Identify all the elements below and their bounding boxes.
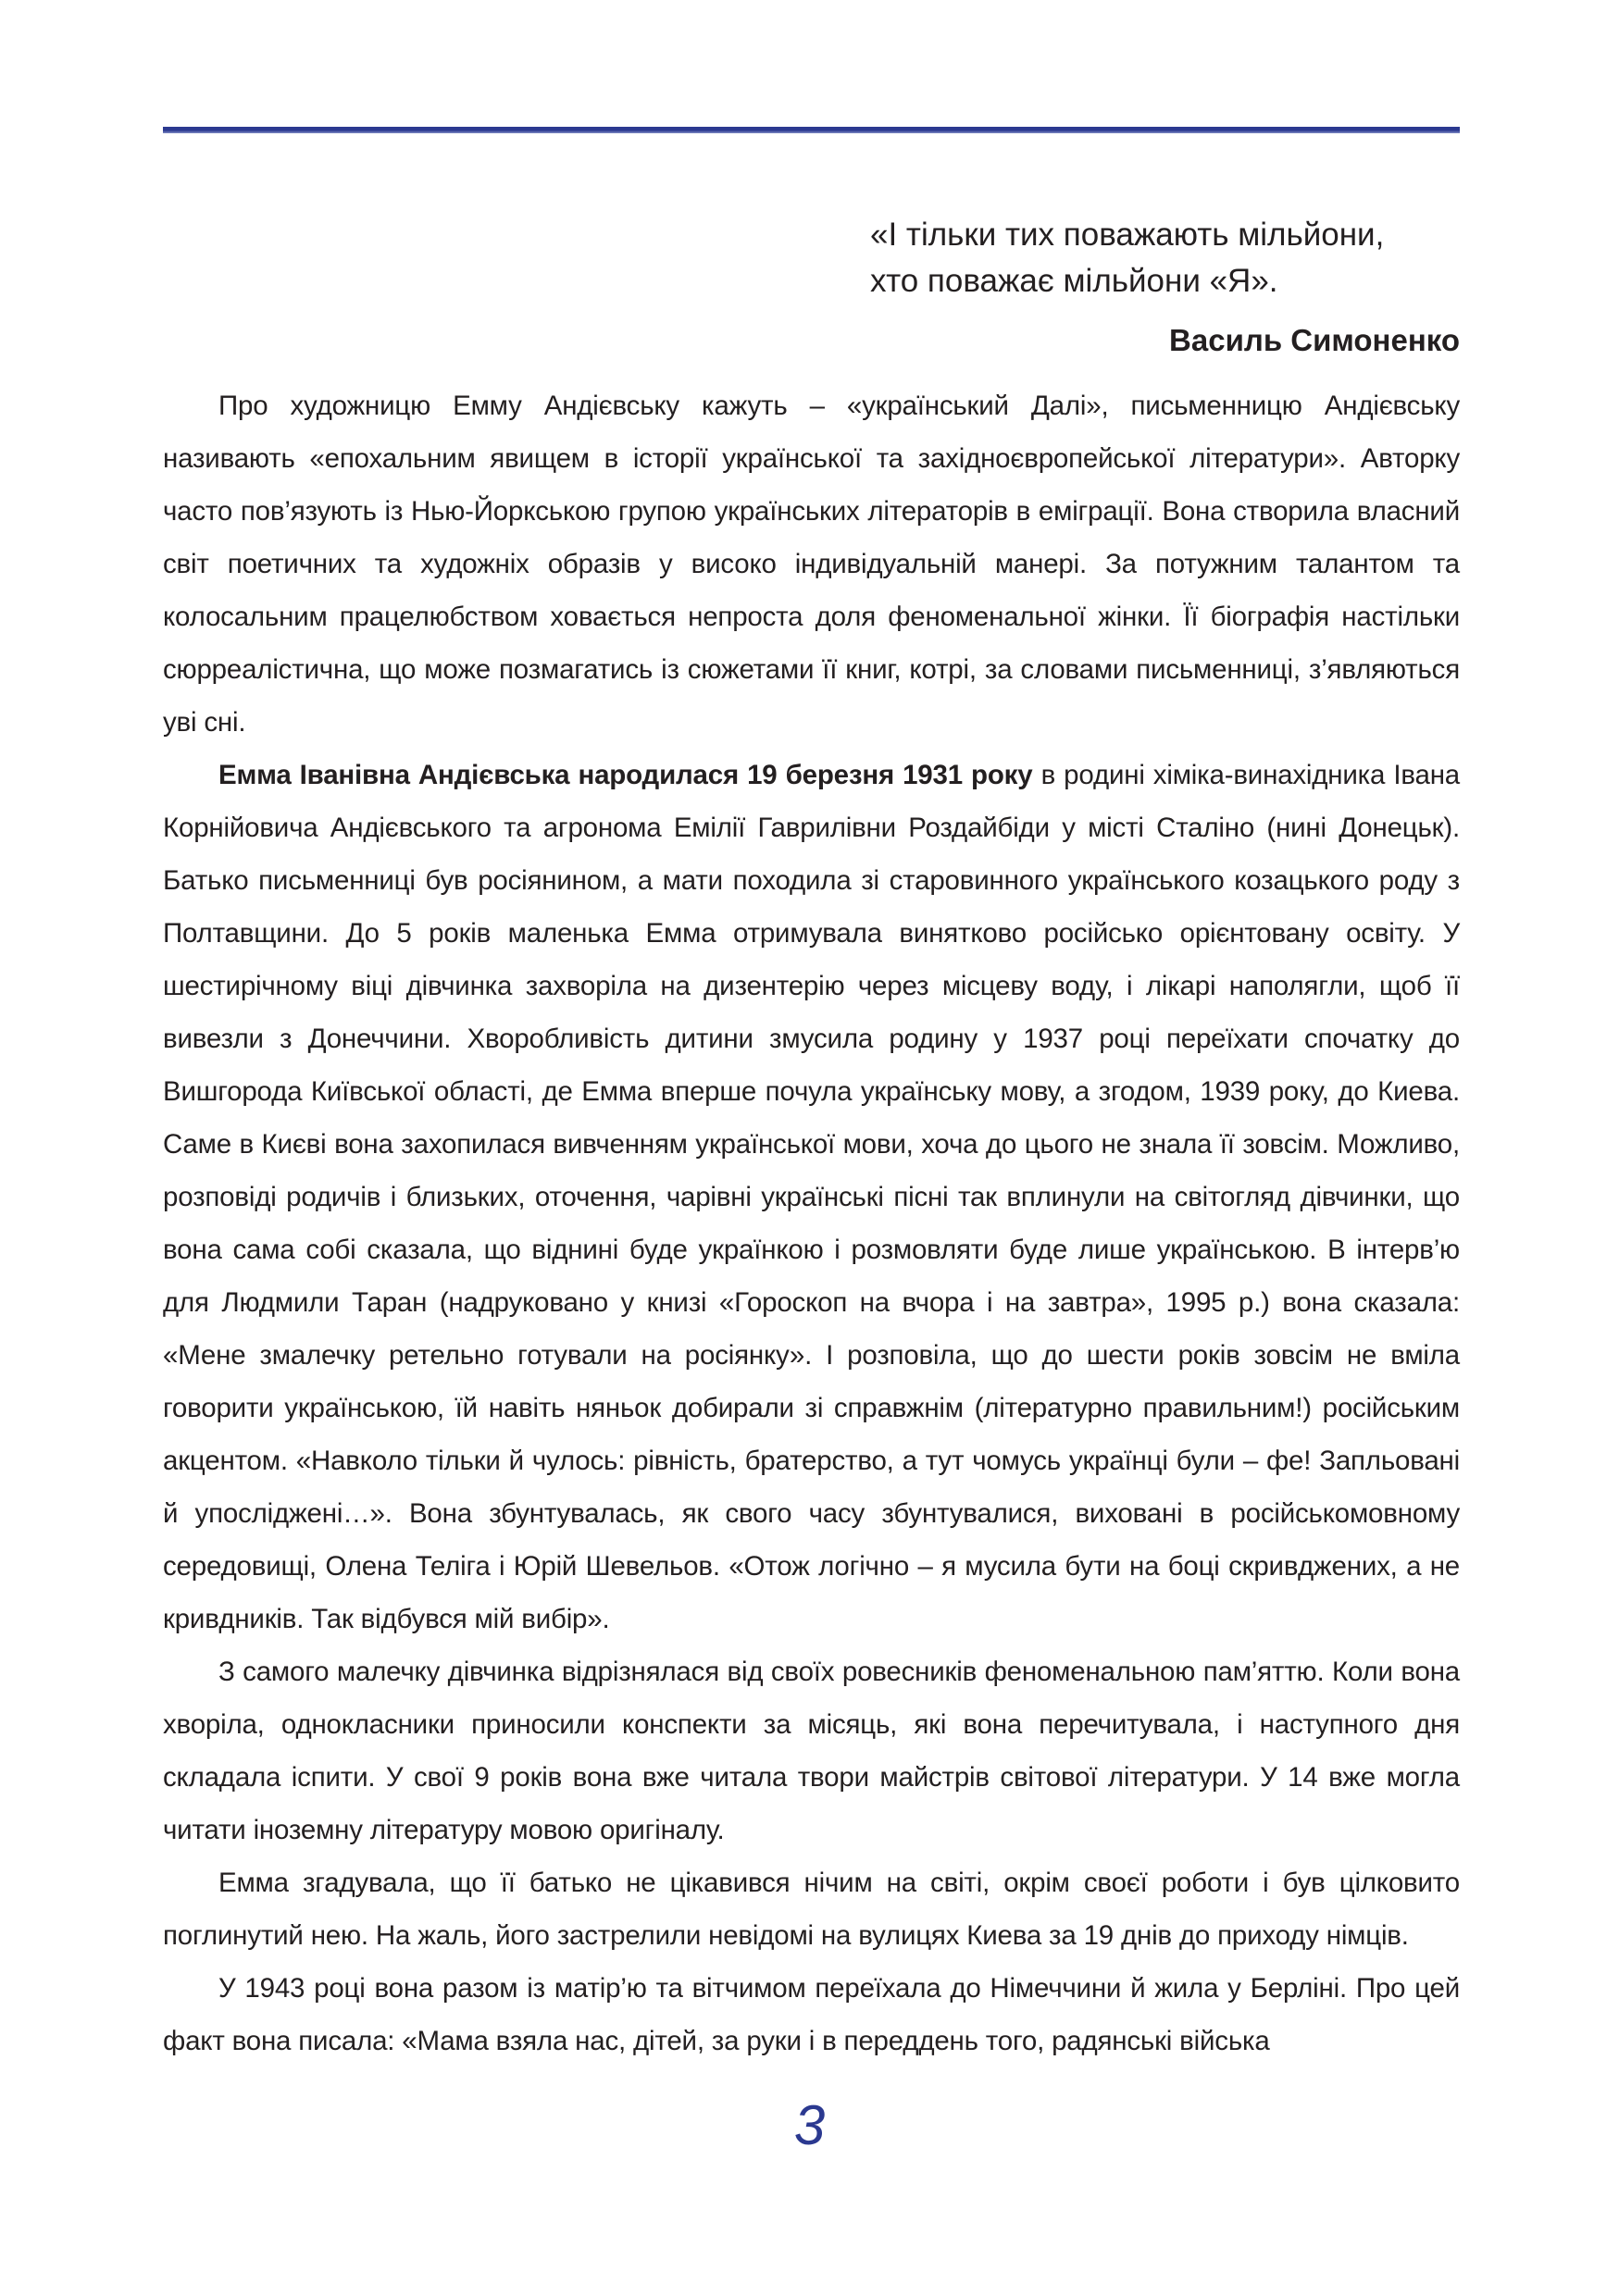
paragraph-text: Про художницю Емму Андієвську кажуть – «український Далі», письменницю Андієвську називають «епохальним явищем в історії української та західноєвропейської літератури». Авторку часто пов’язують із Нью-Йоркською групою українських літераторів в еміграції. Вона створила власний світ поетичних та художніх образів у високо індивідуальній манері. За потужним талантом та колосальним працелюбством ховається непроста доля феноменальної жінки. Її біографія настільки сюрреалістична, що може позмагатись із сюжетами її книг, котрі, за словами письменниці, з’являються уві сні. xyxy=(163,391,1460,738)
body-text xyxy=(163,379,1460,2067)
paragraph xyxy=(163,379,1460,749)
paragraph xyxy=(163,749,1460,1645)
paragraph-text: З самого малечку дівчинка відрізнялася від своїх ровесників феноменальною пам’яттю. Коли вона хворіла, однокласники приносили конспекти за місяць, які вона перечитувала, і наступного дня складала іспити. У свої 9 років вона вже читала твори майстрів світової літератури. У 14 вже могла читати іноземну літературу мовою оригіналу. xyxy=(163,1657,1460,1845)
paragraph-lead: Емма Іванівна Андієвська народилася 19 березня 1931 року xyxy=(218,760,1033,790)
paragraph-text: У 1943 році вона разом із матір’ю та вітчимом переїхала до Німеччини й жила у Берліні. Про цей факт вона писала: «Мама взяла нас, дітей, за руки і в переддень того, радянські війська xyxy=(163,1973,1460,2056)
epigraph-author: Василь Симоненко xyxy=(1169,323,1460,357)
paragraph-text: в родині хіміка-винахідника Івана Корнійовича Андієвського та агронома Емілії Гаврилівни Роздайбіди у місті Сталіно (нині Донецьк). Батько письменниці був росіянином, а мати походила зі старовинного українського козацького роду з Полтавщини. До 5 років маленька Емма отримувала винятково російсько орієнтовану освіту. У шестирічному віці дівчинка захворіла на дизентерію через місцеву воду, і лікарі наполягли, щоб її вивезли з Донеччини. Хворобливість дитини змусила родину у 1937 році переїхати спочатку до Вишгорода Київської області, де Емма вперше почула українську мову, а згодом, 1939 року, до Киева. Саме в Києві вона захопилася вивченням української мови, хоча до цього не знала її зовсім. Можливо, розповіді родичів і близьких, оточення, чарівні українські пісні так вплинули на світогляд дівчинки, що вона сама собі сказала, що віднині буде українкою і розмовляти буде лише українською. В інтерв’ю для Людмили Таран (надруковано у книзі «Гороскоп на вчора і на завтра», 1995 р.) вона сказала: «Мене змалечку ретельно готували на росіянку». І розповіла, що до шести років зовсім не вміла говорити українською, їй навіть няньок добирали зі справжнім (літературно правильним!) російським акцентом. «Навколо тільки й чулось: рівність, братерство, а тут чомусь українці були – фе! Запльовані й упосліджені…». Вона збунтувалась, як свого часу збунтувалися, виховані в російськомовному середовищі, Олена Теліга і Юрій Шевельов. «Отож логічно – я мусила бути на боці скривджених, а не кривдників. Так відбувся мій вибір». xyxy=(163,760,1460,1634)
paragraph xyxy=(163,1856,1460,1962)
epigraph-line-1: «І тільки тих поважають мільйони, xyxy=(870,217,1385,253)
paragraph-text: Емма згадувала, що її батько не цікавився нічим на світі, окрім своєї роботи і був цілковито поглинутий нею. На жаль, його застрелили невідомі на вулицях Киева за 19 днів до приходу німців. xyxy=(163,1868,1460,1951)
paragraph xyxy=(163,1962,1460,2067)
header-rule xyxy=(163,127,1460,133)
paragraph xyxy=(163,1645,1460,1856)
page-number: 3 xyxy=(793,2094,826,2156)
epigraph-line-2: хто поважає мільйони «Я». xyxy=(870,263,1278,299)
